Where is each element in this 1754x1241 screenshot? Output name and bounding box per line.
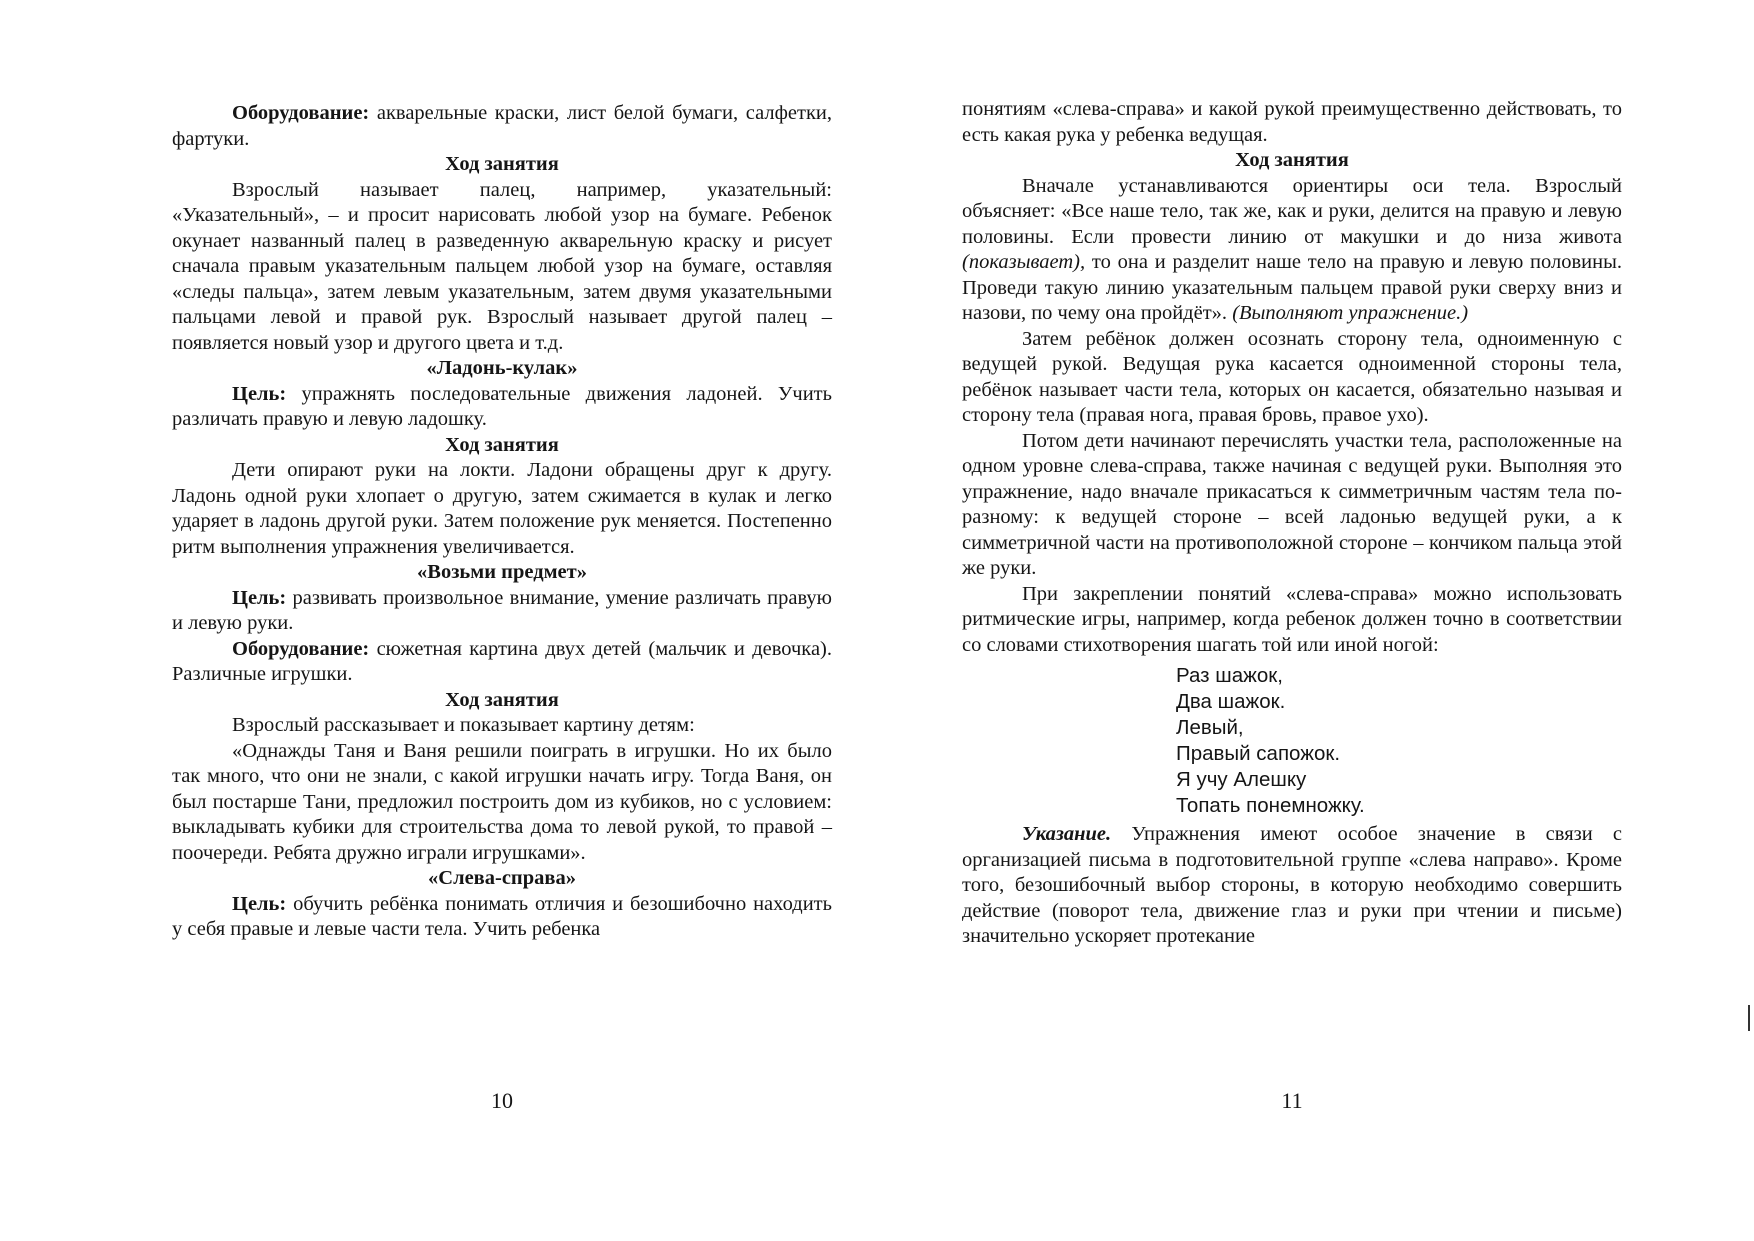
paragraph-text: Дети опирают руки на локти. Ладони обращены друг к другу. Ладонь одной руки хлопает о другую, затем сжимается в кулак и легко ударяет в ладонь другой руки. Затем положение рук меняется. Постепенно ритм выполнения упражнения увеличивается. <box>172 459 832 558</box>
paragraph-text: «Однажды Таня и Ваня решили поиграть в игрушки. Но их было так много, что они не знали, с какой игрушки начать игру. Тогда Ваня, он был постарше Тани, предложил построить дом из кубиков, но с условием: выкладывать кубики для строительства дома то левой рукой, то правой – поочереди. Ребята дружно играли игрушками». <box>172 739 832 864</box>
paragraph-symmetry: Потом дети начинают перечислять участки тела, расположенные на одном уровне слева-справа, также начиная с ведущей руки. Выполняя это упражнение, надо вначале прикасаться к симметричным частям тела по-разному: к ведущей стороне – всей ладонью ведущей руки, а к симметричной части на противоположной стороне – кончиком пальца этой же руки. <box>962 429 1622 579</box>
paragraph-rhythm: При закреплении понятий «слева-справа» можно использовать ритмические игры, например, когда ребенок должен точно в соответствии со словами стихотворения шагать той или иной ногой: <box>962 582 1622 656</box>
paragraph <box>172 458 832 560</box>
paragraph <box>172 178 832 357</box>
page-number-right: 11 <box>1281 1088 1303 1113</box>
paragraph <box>172 586 832 637</box>
paragraph <box>172 637 832 688</box>
section-heading: Ход занятия <box>445 153 559 175</box>
paragraph-text: сюжетная картина двух детей (мальчик и девочка). Различные игрушки. <box>172 637 832 685</box>
paragraph-text: обучить ребёнка понимать отличия и безошибочно находить у себя правые и левые части тела. Учить ребенка <box>172 892 832 940</box>
paragraph-label: Цель: <box>232 586 287 609</box>
left-page <box>172 101 832 943</box>
paragraph-text: Взрослый рассказывает и показывает картину детям: <box>232 714 695 736</box>
paragraph-text: развивать произвольное внимание, умение различать правую и левую руки. <box>172 586 832 634</box>
paragraph <box>172 739 832 867</box>
section-heading: «Слева-справа» <box>428 867 576 889</box>
paragraph-text: Вначале устанавливаются ориентиры оси тела. Взрослый объясняет: «Все наше тело, так же, как и руки, делится на правую и левую половины. Если провести линию от макушки и до низа живота <box>962 174 1622 248</box>
italic-remark: (показывает), <box>962 251 1086 273</box>
continuation-paragraph: понятиям «слева-справа» и какой рукой преимущественно действовать, то есть какая рука у ребенка ведущая. <box>962 98 1622 146</box>
paragraph-side: Затем ребёнок должен осознать сторону тела, одноименную с ведущей рукой. Ведущая рука касается одноименной стороны тела, ребёнок называет части тела, которых он касается, обязательно называя и сторону тела (правая нога, правая бровь, правое ухо). <box>962 327 1622 426</box>
paragraph-text: то она и разделит наше тело на правую и левую половины. Проведи такую линию указательным пальцем правой руки сверху вниз и назови, по чему она пройдёт». <box>962 251 1622 324</box>
paragraph-label: Цель: <box>232 382 287 405</box>
paragraph <box>172 892 832 943</box>
italic-remark: (Выполняют упражнение.) <box>1232 302 1469 324</box>
section-heading: Ход занятия <box>445 433 559 456</box>
right-page <box>962 97 1622 950</box>
paragraph <box>172 713 832 739</box>
paragraph-label: Оборудование: <box>232 637 370 660</box>
paragraph-text: упражнять последовательные движения ладоней. Учить различать правую и левую ладошку. <box>172 382 832 430</box>
paragraph-label: Оборудование: <box>232 102 370 124</box>
paragraph-axis <box>962 174 1622 327</box>
poem-line: Два шажок. <box>1176 690 1286 713</box>
paragraph-text: Взрослый называет палец, например, указательный: «Указательный», – и просит нарисовать любой узор на бумаге. Ребенок окунает названный палец в разведенную акварельную краску и рисует сначала правым указательным пальцем любой узор на бумаге, оставляя «следы пальца», затем левым указательным, затем двумя указательными пальцами левой и правой рук. Взрослый называет другой палец – появляется новый узор и другого цвета и т.д. <box>172 178 832 354</box>
paragraph-label: Цель: <box>232 892 287 915</box>
paragraph <box>172 382 832 433</box>
poem-line: Правый сапожок. <box>1176 742 1341 765</box>
paragraph-text: Упражнения имеют особое значение в связи с организацией письма в подготовительной группе «слева направо». Кроме того, безошибочный выбор стороны, в которую необходимо совершить действие (поворот тела, движение глаз и руки при чтении и письме) значительно ускоряет протекание <box>962 823 1622 947</box>
poem-line: Левый, <box>1176 716 1244 739</box>
paragraph-note <box>962 822 1622 950</box>
poem <box>1176 663 1622 819</box>
section-heading: Ход занятия <box>1235 149 1349 171</box>
section-heading: «Ладонь-кулак» <box>426 357 578 379</box>
poem-line: Топать понемножку. <box>1176 794 1365 817</box>
note-label: Указание. <box>1022 823 1112 845</box>
page-number-left: 10 <box>491 1088 513 1113</box>
section-heading: «Возьми предмет» <box>417 561 587 583</box>
paragraph <box>172 101 832 152</box>
section-heading: Ход занятия <box>445 688 559 711</box>
paragraph-text: акварельные краски, лист белой бумаги, салфетки, фартуки. <box>172 102 832 150</box>
scan-edge-mark <box>1748 1005 1750 1031</box>
poem-line: Раз шажок, <box>1176 664 1283 687</box>
poem-line: Я учу Алешку <box>1176 768 1307 791</box>
